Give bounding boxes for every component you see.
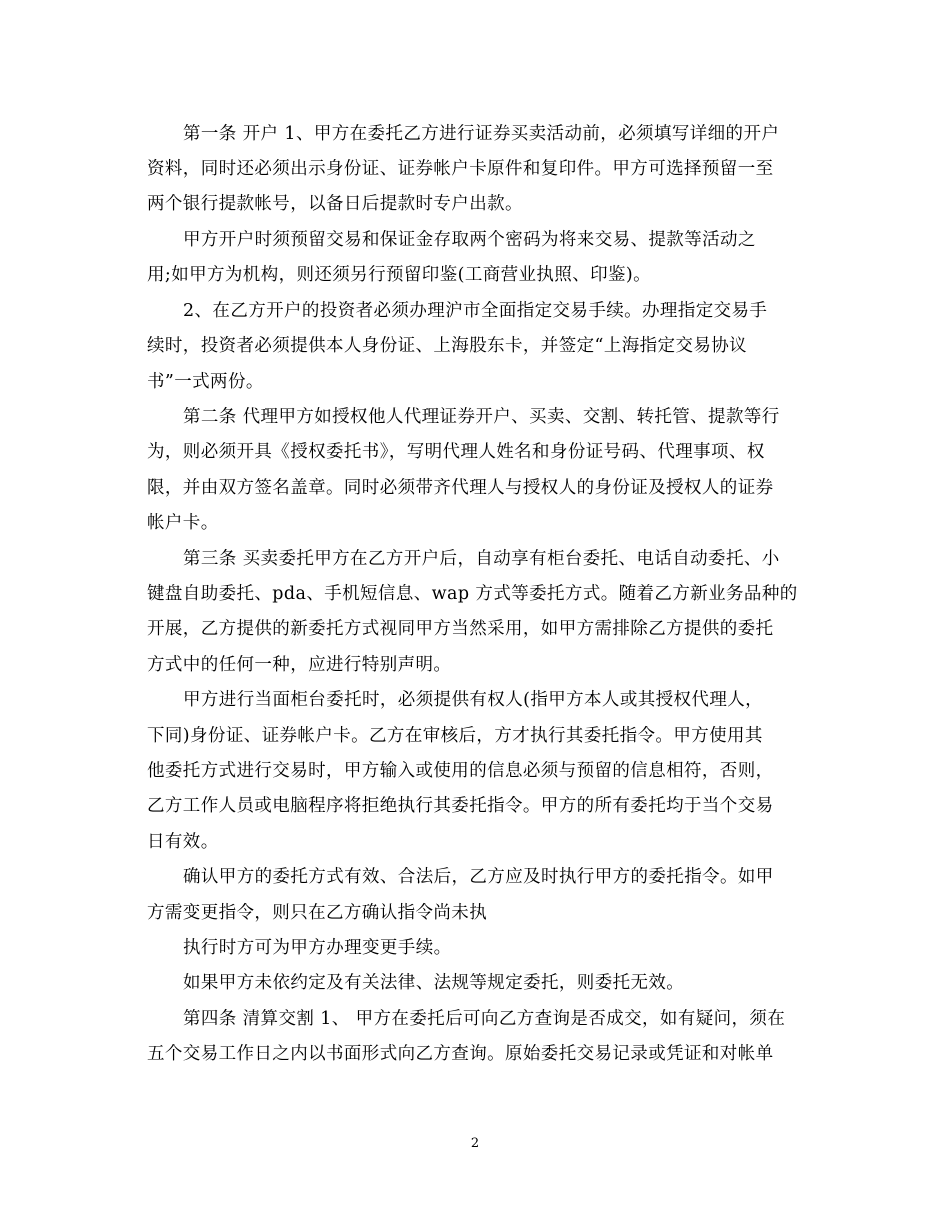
text-line: 第四条 清算交割 1、 甲方在委托后可向乙方查询是否成交，如有疑问，须在 xyxy=(183,1009,786,1029)
text-line: 两个银行提款帐号，以备日后提款时专户出款。 xyxy=(147,194,523,214)
text-line: 他委托方式进行交易时，甲方输入或使用的信息必须与预留的信息相符，否则， xyxy=(147,761,774,781)
text-line: 第二条 代理甲方如授权他人代理证券开户、买卖、交割、转托管、提款等行 xyxy=(183,407,780,427)
text-line: 甲方进行当面柜台委托时，必须提供有权人(指甲方本人或其授权代理人， xyxy=(183,690,764,710)
text-line: 续时，投资者必须提供本人身份证、上海股东卡，并签定“上海指定交易协议 xyxy=(147,336,748,356)
text-line: 2、在乙方开户的投资者必须办理沪市全面指定交易手续。办理指定交易手 xyxy=(183,301,768,321)
text-line: 限，并由双方签名盖章。同时必须带齐代理人与授权人的身份证及授权人的证券 xyxy=(147,478,774,498)
text-line: 甲方开户时须预留交易和保证金存取两个密码为将来交易、提款等活动之 xyxy=(183,230,756,250)
text-line: 用;如甲方为机构，则还须另行预留印鉴(工商营业执照、印鉴)。 xyxy=(147,265,652,285)
text-line: 开展，乙方提供的新委托方式视同甲方当然采用，如甲方需排除乙方提供的委托 xyxy=(147,619,774,639)
text-line: 确认甲方的委托方式有效、合法后，乙方应及时执行甲方的委托指令。如甲 xyxy=(183,867,774,887)
text-line: 第一条 开户 1、甲方在委托乙方进行证券买卖活动前，必须填写详细的开户 xyxy=(183,124,780,144)
text-line: 方需变更指令，则只在乙方确认指令尚未执 xyxy=(147,903,488,923)
text-line: 乙方工作人员或电脑程序将拒绝执行其委托指令。甲方的所有委托均于当个交易 xyxy=(147,796,774,816)
text-line: 下同)身份证、证券帐户卡。乙方在审核后，方才执行其委托指令。甲方使用其 xyxy=(147,726,763,746)
text-line: 帐户卡。 xyxy=(147,513,219,533)
text-line: 日有效。 xyxy=(147,832,219,852)
text-line: 如果甲方未依约定及有关法律、法规等规定委托，则委托无效。 xyxy=(183,973,685,993)
text-line: 五个交易工作日之内以书面形式向乙方查询。原始委托交易记录或凭证和对帐单 xyxy=(147,1044,774,1064)
text-line: 书”一式两份。 xyxy=(147,372,264,392)
text-line: 资料，同时还必须出示身份证、证券帐户卡原件和复印件。甲方可选择预留一至 xyxy=(147,159,774,179)
text-line: 为，则必须开具《授权委托书》，写明代理人姓名和身份证号码、代理事项、权 xyxy=(147,442,765,462)
text-line: 执行时方可为甲方办理变更手续。 xyxy=(183,938,452,958)
text-line: 键盘自助委托、pda、手机短信息、wap 方式等委托方式。随着乙方新业务品种的 xyxy=(147,584,798,604)
page-number: 2 xyxy=(470,1136,480,1151)
text-line: 方式中的任何一种，应进行特别声明。 xyxy=(147,655,452,675)
text-line: 第三条 买卖委托甲方在乙方开户后，自动享有柜台委托、电话自动委托、小 xyxy=(183,549,780,569)
